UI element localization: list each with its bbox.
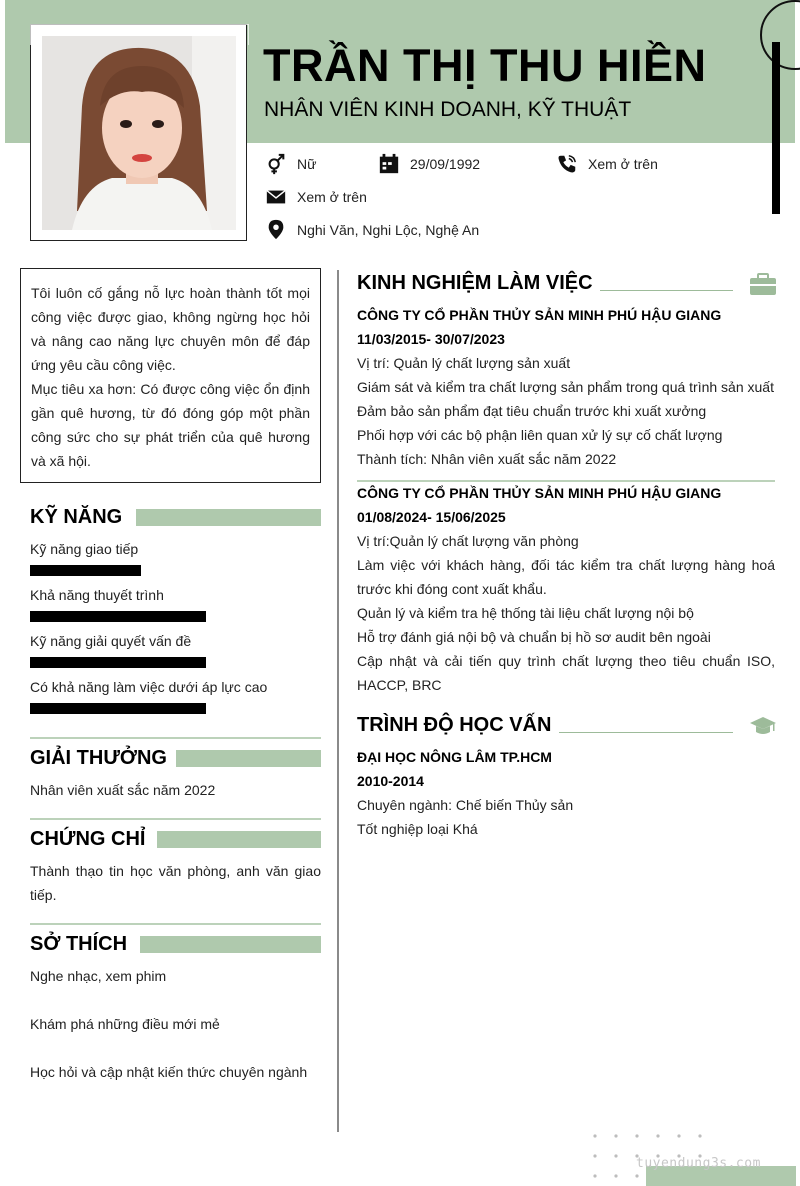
location-pin-icon — [265, 219, 287, 241]
hobbies-title: SỞ THÍCH — [30, 933, 128, 955]
job-detail: Phối hợp với các bộ phận liên quan xử lý sự cố chất lượng — [357, 427, 723, 443]
skill-level-bar — [30, 657, 206, 668]
education-title-line — [559, 732, 733, 733]
candidate-name: TRẦN THỊ THU HIỀN — [263, 40, 707, 91]
address-value: Nghi Văn, Nghi Lộc, Nghệ An — [297, 222, 480, 238]
calendar-icon — [378, 153, 400, 175]
company-name: CÔNG TY CỔ PHẦN THỦY SẢN MINH PHÚ HẬU GIANG — [357, 307, 722, 323]
major: Chuyên ngành: Chế biến Thủy sản — [357, 797, 574, 813]
skill-label: Có khả năng làm việc dưới áp lực cao — [30, 679, 268, 695]
job-period: 01/08/2024- 15/06/2025 — [357, 509, 506, 525]
briefcase-icon — [749, 272, 777, 296]
gender-icon — [265, 153, 287, 175]
job-detail: Đảm bảo sản phẩm đạt tiêu chuẩn trước khi xuất xưởng — [357, 403, 707, 419]
decorative-vertical-bar — [772, 42, 780, 214]
job-detail: Vị trí:Quản lý chất lượng văn phòng — [357, 533, 579, 549]
skill-level-bar — [30, 565, 141, 576]
profile-photo-frame — [30, 24, 247, 241]
phone-value: Xem ở trên — [588, 156, 658, 172]
phone-info — [556, 153, 658, 175]
job-period: 11/03/2015- 30/07/2023 — [357, 331, 505, 347]
section-divider — [30, 737, 321, 739]
column-divider — [337, 270, 339, 1132]
gender-info — [265, 153, 316, 175]
study-years: 2010-2014 — [357, 773, 424, 789]
graduation-grade: Tốt nghiệp loại Khá — [357, 821, 478, 837]
skill-level-bar — [30, 703, 206, 714]
section-divider — [30, 818, 321, 820]
awards-title: GIẢI THƯỞNG — [30, 747, 167, 769]
job-detail: HACCP, BRC — [357, 677, 442, 693]
gender-value: Nữ — [297, 156, 317, 172]
award-item: Nhân viên xuất sắc năm 2022 — [30, 782, 216, 798]
skill-level-bar — [30, 611, 206, 622]
phone-icon — [556, 153, 578, 175]
objective-paragraph: Tôi luôn cố gắng nỗ lực hoàn thành tốt mọi công việc được giao, không ngừng học hỏi và nâng cao năng lực chuyên môn để đáp ứng yêu cầu công việc. — [31, 285, 310, 373]
objective-paragraph-goal: Mục tiêu xa hơn: Có được công việc ổn định gần quê hương, từ đó đóng góp một phần công sức cho sự phát triển của quê hương và xã hội. — [31, 381, 310, 469]
profile-photo — [42, 36, 236, 230]
email-info — [265, 186, 367, 208]
certificate-item-cont: tiếp. — [30, 887, 57, 903]
school-name: ĐẠI HỌC NÔNG LÂM TP.HCM — [357, 749, 552, 765]
job-detail: Làm việc với khách hàng, đối tác kiểm tra chất lượng hàng hoá — [357, 557, 775, 573]
certificate-item: Thành thạo tin học văn phòng, anh văn giao — [30, 863, 321, 879]
job-separator — [357, 480, 775, 482]
hobby-item: Khám phá những điều mới mẻ — [30, 1016, 220, 1032]
job-title: NHÂN VIÊN KINH DOANH, KỸ THUẬT — [264, 98, 632, 121]
job-detail: Quản lý và kiểm tra hệ thống tài liệu chất lượng nội bộ — [357, 605, 694, 621]
awards-title-bar — [176, 750, 321, 767]
job-detail: trước khi đóng cont xuất khẩu. — [357, 581, 547, 597]
skill-label: Kỹ năng giao tiếp — [30, 541, 139, 557]
hobby-item: Học hỏi và cập nhật kiến thức chuyên ngành — [30, 1064, 308, 1080]
certificates-title: CHỨNG CHỈ — [30, 828, 146, 850]
skills-title: KỸ NĂNG — [30, 506, 123, 528]
email-value: Xem ở trên — [297, 189, 367, 205]
hobby-item: Nghe nhạc, xem phim — [30, 968, 167, 984]
job-detail: Giám sát và kiểm tra chất lượng sản phẩm trong quá trình sản xuất — [357, 379, 774, 395]
experience-title-line — [600, 290, 733, 291]
job-detail: Hỗ trợ đánh giá nội bộ và chuẩn bị hồ sơ audit bên ngoài — [357, 629, 711, 645]
hobbies-title-bar — [140, 936, 321, 953]
skill-label: Khả năng thuyết trình — [30, 587, 164, 603]
watermark-text: tuyendung3s.com — [636, 1156, 761, 1171]
section-divider — [30, 923, 321, 925]
address-info — [265, 219, 479, 241]
birthday-value: 29/09/1992 — [410, 156, 481, 172]
experience-title: KINH NGHIỆM LÀM VIỆC — [357, 272, 593, 294]
graduation-cap-icon — [749, 714, 777, 738]
skill-label: Kỹ năng giải quyết vấn đề — [30, 633, 192, 649]
job-detail: Cập nhật và cải tiến quy trình chất lượng theo tiêu chuẩn ISO, — [357, 653, 775, 669]
skills-title-bar — [136, 509, 321, 526]
education-title: TRÌNH ĐỘ HỌC VẤN — [357, 714, 552, 736]
career-objective-box — [20, 268, 321, 483]
birthday-info — [378, 153, 480, 175]
job-detail: Thành tích: Nhân viên xuất sắc năm 2022 — [357, 451, 617, 467]
certificates-title-bar — [157, 831, 321, 848]
job-detail: Vị trí: Quản lý chất lượng sản xuất — [357, 355, 571, 371]
company-name: CÔNG TY CỔ PHẦN THỦY SẢN MINH PHÚ HẬU GIANG — [357, 485, 722, 501]
email-icon — [265, 186, 287, 208]
